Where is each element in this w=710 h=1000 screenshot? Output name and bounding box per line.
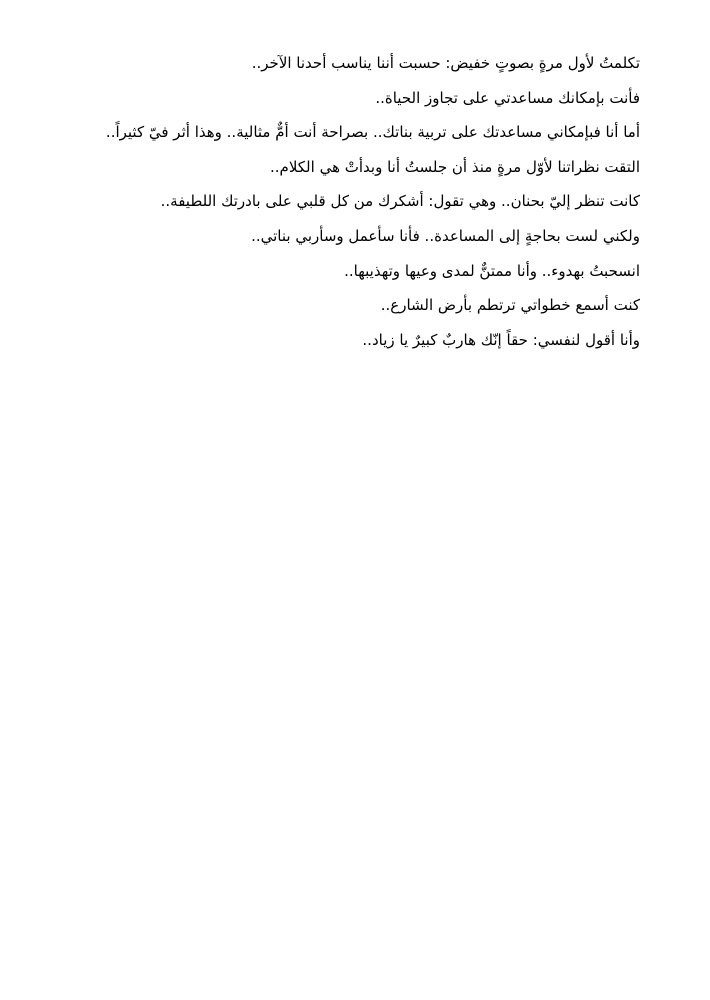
text-line-2: فأنت بإمكانك مساعدتي على تجاوز الحياة.. xyxy=(375,88,640,107)
text-line-1: تكلمتُ لأول مرةٍ بصوتٍ خفيض: حسبت أننا يناسب أحدنا الآخر.. xyxy=(251,54,640,72)
text-line-3: أما أنا فبإمكاني مساعدتك على تربية بناتك.. بصراحة أنت أمٌّ مثالية.. وهذا أثر فيّ كثيراً.. xyxy=(105,123,640,142)
text-line-9: وأنا أقول لنفسي: حقاً إنّك هاربٌ كبيرٌ يا زياد.. xyxy=(362,330,640,349)
text-line-7: انسحبتُ بهدوء.. وأنا ممتنٌّ لمدى وعيها وتهذيبها.. xyxy=(344,261,640,280)
text-line-8: كنت أسمع خطواتي ترتطم بأرض الشارع.. xyxy=(380,296,640,315)
text-line-6: ولكني لست بحاجةٍ إلى المساعدة.. فأنا سأعمل وسأربي بناتي.. xyxy=(251,226,640,245)
document-body xyxy=(40,46,640,357)
text-line-5: كانت تنظر إليّ بحنان.. وهي تقول: أشكرك من كل قلبي على بادرتك اللطيفة.. xyxy=(160,192,640,211)
text-line-4: التقت نظراتنا لأوّل مرةٍ منذ أن جلستُ أنا وبدأتْ هي الكلام.. xyxy=(270,157,640,176)
